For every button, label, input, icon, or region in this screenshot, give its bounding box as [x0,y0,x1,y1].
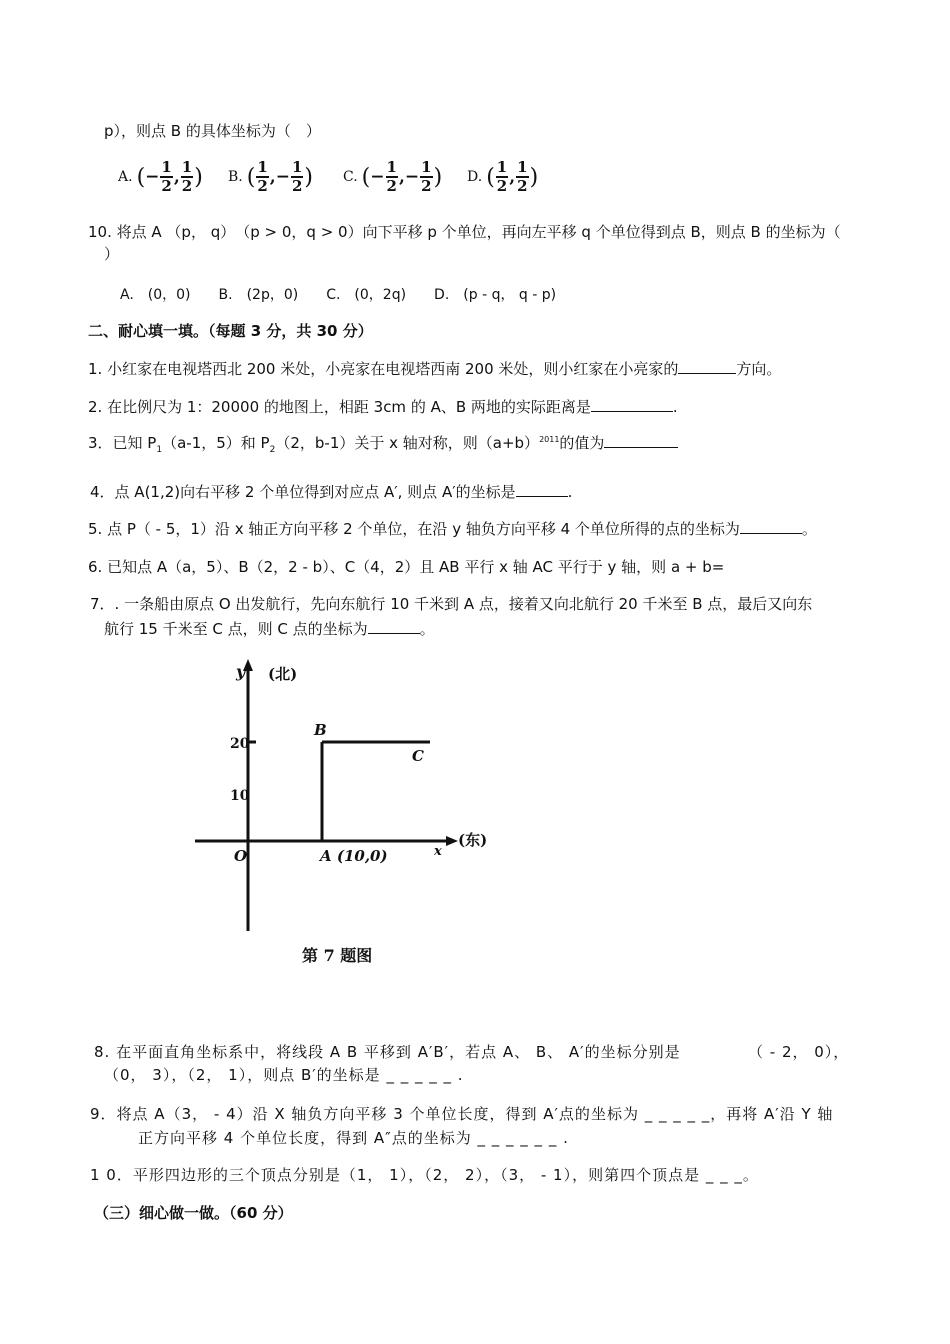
fill-q8-line2: （0， 3），（2， 1），则点 B′的坐标是 _ _ _ _ _ . [104,1066,464,1084]
numerator: 1 [291,158,303,176]
coordinate-fraction-pair: ( − $\frac{1}{2}$ , $\frac{1}{2}$ ) [136,158,203,195]
coordinate-fraction-pair: ( − $\frac{1}{2}$ ,− $\frac{1}{2}$ ) [361,158,443,195]
y-axis-label: y [236,662,246,681]
fill-q4 [90,481,572,502]
fill-q2-tail: . [672,398,678,416]
denominator: 2 [421,177,432,195]
q9-option-b[interactable] [228,160,313,194]
numerator: 1 [421,158,432,176]
q7-coordinate-figure [190,655,520,975]
fill-q6: 6. 已知点 A（a，5）、B（2，2 - b）、C（4，2）且 AB 平行 x 轴 AC 平行于 y 轴，则 a + b= [88,558,725,576]
answer-blank[interactable] [516,482,568,497]
fill-q5-tail: 。 [801,520,817,538]
denominator: 2 [181,177,193,195]
option-label: D. [467,169,483,185]
fill-q7-line2 [104,618,435,639]
coordinate-fraction-pair: ( $\frac{1}{2}$ ,− $\frac{1}{2}$ ) [246,158,313,195]
fill-q2-text: 2. 在比例尺为 1：20000 的地图上，相距 3cm 的 A、B 两地的实际距离是 [88,398,591,416]
fill-q7-line1: 7．. 一条船由原点 O 出发航行，先向东航行 10 千米到 A 点，接着又向北航行 20 千米至 B 点，最后又向东 [90,595,813,613]
x-axis-arrow [446,836,458,846]
fill-q3-text-d: 的值为 [559,434,605,452]
fill-q10: 1 0．平形四边形的三个顶点分别是（1， 1），（2， 2），（3， - 1），则第四个顶点是 _ _ _。 [90,1166,759,1184]
origin-label: O [234,847,248,865]
option-label: B. [228,169,243,185]
exponent: 2011 [539,435,560,444]
section2-title: 二、耐心填一填。（每题 3 分，共 30 分） [88,322,373,340]
subscript: 2 [269,445,276,455]
section3-title: （三）细心做一做。（60 分） [94,1204,293,1222]
north-label: (北) [268,665,298,683]
separator: ,− [269,167,290,187]
denominator: 2 [386,177,397,195]
fill-q8-text: 8. 在平面直角坐标系中，将线段 A B 平移到 A′B′，若点 A、 B、 A′的坐标分别是 [94,1043,681,1061]
fill-q2 [88,396,678,417]
numerator: 1 [181,158,193,176]
x-axis-label: x [434,844,442,859]
fill-q1-text: 1. 小红家在电视塔西北 200 米处，小亮家在电视塔西南 200 米处，则小红家在小亮家的 [88,360,679,378]
coordinate-fraction-pair: ( $\frac{1}{2}$ , $\frac{1}{2}$ ) [486,158,539,195]
point-A-label: A (10,0) [320,847,388,865]
denominator: 2 [161,177,172,195]
numerator: 1 [496,158,508,176]
numerator: 1 [386,158,397,176]
separator: , [509,167,516,187]
fill-q3 [88,432,678,455]
point-B-label: B [314,721,327,739]
denominator: 2 [257,177,268,195]
answer-blank[interactable] [604,433,678,448]
fill-q9-line2: 正方向平移 4 个单位长度，得到 A″点的坐标为 _ _ _ _ _ _ . [138,1129,569,1147]
fill-q3-text-c: （2，b-1）关于 x 轴对称，则（a+b） [275,434,540,452]
separator: ,− [398,167,420,187]
fill-q7-text: 航行 15 千米至 C 点，则 C 点的坐标为 [104,620,368,638]
fill-q5 [88,518,817,539]
fill-q8-coords: （ - 2， 0）， [748,1043,850,1061]
q9-option-c[interactable] [343,160,442,194]
q10-text-line2: ） [104,245,120,263]
q9-option-d[interactable] [467,160,538,194]
tick-label-20: 20 [230,736,250,752]
separator: , [173,167,180,187]
fill-q7-tail: 。 [419,620,435,638]
answer-blank[interactable] [740,519,802,534]
fill-q1 [88,358,781,379]
tick-label-10: 10 [230,788,250,804]
point-C-label: C [412,747,424,765]
fill-q3-text: 3．已知 P [88,434,157,452]
option-label: A. [118,169,133,185]
fill-q5-text: 5. 点 P（ - 5，1）沿 x 轴正方向平移 2 个单位，在沿 y 轴负方向平移 4 个单位所得的点的坐标为 [88,520,740,538]
answer-blank[interactable] [368,619,420,634]
q9-tail-text: p），则点 B 的具体坐标为（ ） [104,122,321,140]
sign: − [370,167,385,187]
option-label: C. [343,169,358,185]
fill-q1-tail: 方向。 [736,360,782,378]
fill-q9-line1: 9．将点 A（3， - 4）沿 X 轴负方向平移 3 个单位长度，得到 A′点的坐标为 _ _ _ _ _，再将 A′沿 Y 轴 [90,1105,834,1123]
q10-options: A. (0，0) B. (2p，0) C. (0，2q) D. (p - q， q - p) [120,287,557,303]
sign: − [145,167,160,187]
denominator: 2 [517,177,528,195]
denominator: 2 [496,177,508,195]
numerator: 1 [161,158,172,176]
answer-blank[interactable] [678,359,736,374]
figure-caption: 第 7 题图 [302,946,373,965]
fill-q4-text: 4．点 A(1,2)向右平移 2 个单位得到对应点 A′, 则点 A′的坐标是 [90,483,516,501]
east-label: (东) [458,831,488,849]
q9-option-a[interactable] [118,160,203,194]
numerator: 1 [257,158,268,176]
fill-q8-line1 [94,1041,681,1062]
fill-q4-tail: . [567,483,573,501]
q10-text-line1: 10. 将点 A （p， q） （p > 0，q > 0）向下平移 p 个单位，再向左平移 q 个单位得到点 B，则点 B 的坐标为（ [88,223,841,241]
subscript: 1 [156,445,163,455]
numerator: 1 [517,158,528,176]
answer-blank[interactable] [591,397,673,412]
denominator: 2 [291,177,303,195]
fill-q3-text-b: （a-1，5）和 P [162,434,270,452]
